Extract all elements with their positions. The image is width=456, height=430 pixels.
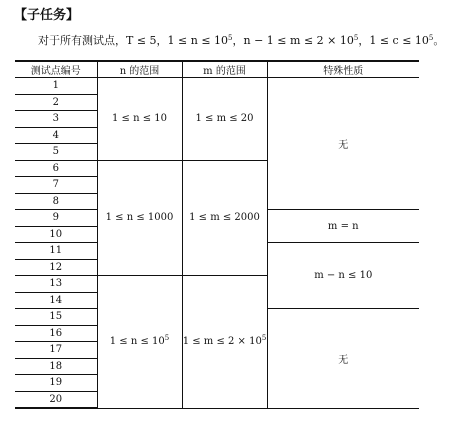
- section-heading: 【子任务】: [14, 8, 80, 23]
- header-testcase-id: 测试点编号: [15, 61, 97, 78]
- testcase-id: 7: [15, 177, 97, 194]
- constraint-m-exponent: 5: [353, 34, 359, 42]
- testcase-id: 14: [15, 292, 97, 309]
- constraint-t: T ≤ 5: [126, 34, 157, 47]
- testcase-id: 17: [15, 342, 97, 359]
- subtask-table: [15, 60, 419, 409]
- testcase-id: 18: [15, 358, 97, 375]
- constraint-n: 1 ≤ n ≤ 10: [167, 34, 229, 47]
- testcase-id: 6: [15, 160, 97, 177]
- testcase-id: 13: [15, 276, 97, 293]
- constraints-line: [38, 32, 444, 48]
- constraint-m: n − 1 ≤ m ≤ 2 × 10: [243, 34, 354, 47]
- special-property-cell: 无: [267, 78, 419, 210]
- m-range-cell: [182, 160, 267, 276]
- n-range-cell: [97, 276, 182, 409]
- m-range-text: 1 ≤ m ≤ 2 × 10: [182, 336, 262, 348]
- m-range-text: 1 ≤ m ≤ 2000: [189, 212, 260, 224]
- testcase-id: 5: [15, 144, 97, 161]
- n-range-text: 1 ≤ n ≤ 1000: [105, 212, 174, 224]
- testcase-id: 2: [15, 94, 97, 111]
- n-range-text: 1 ≤ n ≤ 10: [112, 113, 167, 125]
- m-range-cell: [182, 78, 267, 161]
- header-special-property: 特殊性质: [267, 61, 419, 78]
- constraint-c-exponent: 5: [428, 34, 434, 42]
- testcase-id: 12: [15, 259, 97, 276]
- n-range-cell: [97, 78, 182, 161]
- n-range-cell: [97, 160, 182, 276]
- constraint-c: 1 ≤ c ≤ 10: [369, 34, 429, 47]
- header-n-range: n 的范围: [97, 61, 182, 78]
- testcase-id: 16: [15, 325, 97, 342]
- testcase-id: 20: [15, 391, 97, 408]
- n-range-exponent: 5: [164, 334, 170, 343]
- testcase-id: 8: [15, 193, 97, 210]
- table-header-row: [15, 61, 419, 78]
- m-range-text: 1 ≤ m ≤ 20: [195, 113, 254, 125]
- header-m-range: m 的范围: [182, 61, 267, 78]
- testcase-id: 3: [15, 111, 97, 128]
- separator: ，: [232, 34, 244, 47]
- testcase-id: 10: [15, 226, 97, 243]
- testcase-id: 9: [15, 210, 97, 227]
- testcase-id: 19: [15, 375, 97, 392]
- constraints-end: 。: [433, 34, 445, 47]
- special-property-cell: 无: [267, 309, 419, 409]
- testcase-id: 1: [15, 78, 97, 95]
- testcase-id: 11: [15, 243, 97, 260]
- m-range-exponent: 5: [261, 334, 267, 343]
- testcase-id: 4: [15, 127, 97, 144]
- testcase-id: 15: [15, 309, 97, 326]
- constraint-n-exponent: 5: [228, 34, 233, 42]
- separator: ，: [156, 34, 168, 47]
- table-row: [15, 78, 419, 95]
- separator: ，: [358, 34, 370, 47]
- special-property-cell: m − n ≤ 10: [267, 243, 419, 309]
- n-range-text: 1 ≤ n ≤ 10: [109, 336, 165, 348]
- special-property-cell: m = n: [267, 210, 419, 243]
- constraints-prefix: 对于所有测试点，: [38, 34, 126, 47]
- m-range-cell: [182, 276, 267, 409]
